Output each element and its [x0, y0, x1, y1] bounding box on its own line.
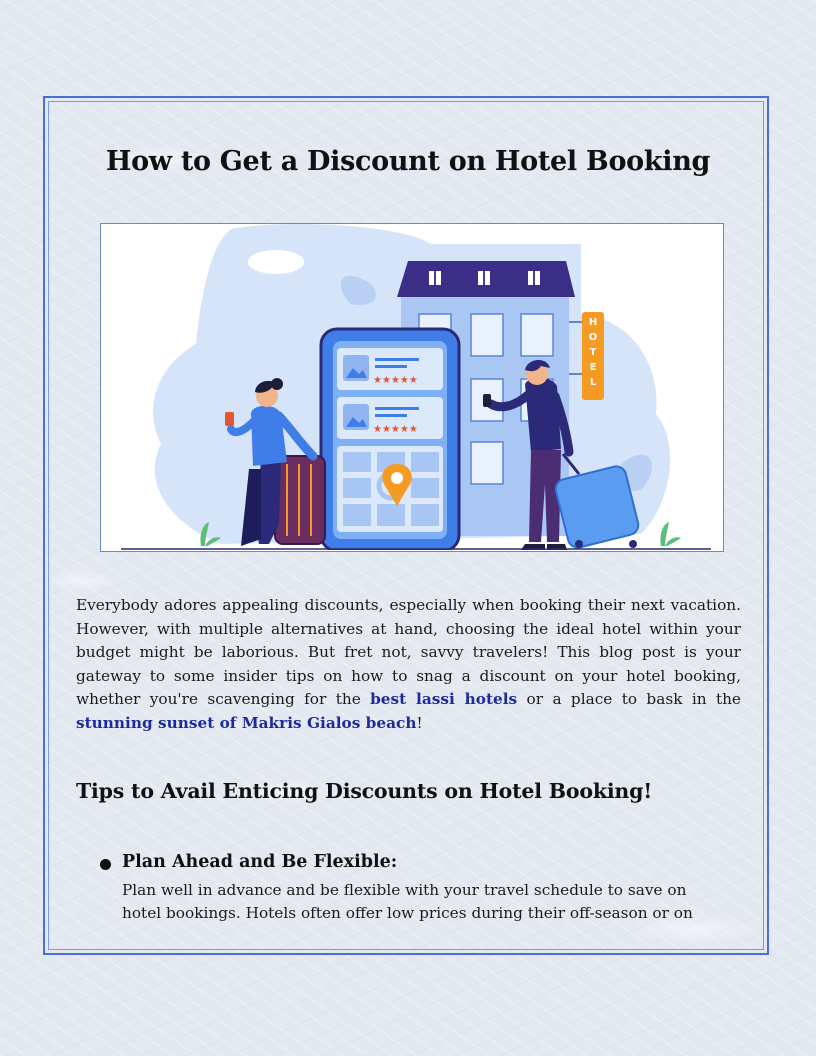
hotel-sign-letter: O [588, 332, 598, 343]
intro-text: Everybody adores appealing discounts, especially when booking their next vacation. However, with multiple alternatives at hand, choosing the ideal hotel within your budget might be laborious. But fret not, savvy travelers! This blog post is your gateway to some insider tips on how to snag a discount on your hotel booking, whether you're scavenging for the [76, 596, 741, 709]
hotel-sign-letter: E [589, 362, 597, 373]
svg-text:★★★★★: ★★★★★ [373, 424, 418, 435]
best-lassi-hotels-link[interactable]: best lassi hotels [370, 690, 518, 709]
tip-title: Plan Ahead and Be Flexible: [122, 852, 398, 872]
makris-gialos-sunset-link[interactable]: stunning sunset of Makris Gialos beach [76, 713, 417, 732]
intro-text: or a place to bask in the [517, 690, 741, 709]
section-heading: Tips to Avail Enticing Discounts on Hotel Booking! [76, 779, 653, 803]
hotel-sign-letter: T [589, 347, 597, 358]
hero-illustration [100, 223, 724, 552]
hotel-sign-letter: H [588, 317, 598, 328]
hotel-booking-illustration [101, 224, 722, 550]
page-title: How to Get a Discount on Hotel Booking [105, 146, 711, 177]
hotel-sign-letter: L [589, 377, 597, 388]
intro-text: ! [416, 713, 423, 732]
bullet-icon [100, 859, 111, 870]
phone-app-mockup [321, 329, 459, 550]
svg-text:★★★★★: ★★★★★ [373, 375, 418, 386]
intro-paragraph [76, 594, 741, 736]
tip-body: Plan well in advance and be flexible with your travel schedule to save on hotel bookings. Hotels often offer low prices during their off-season or on [122, 881, 693, 922]
